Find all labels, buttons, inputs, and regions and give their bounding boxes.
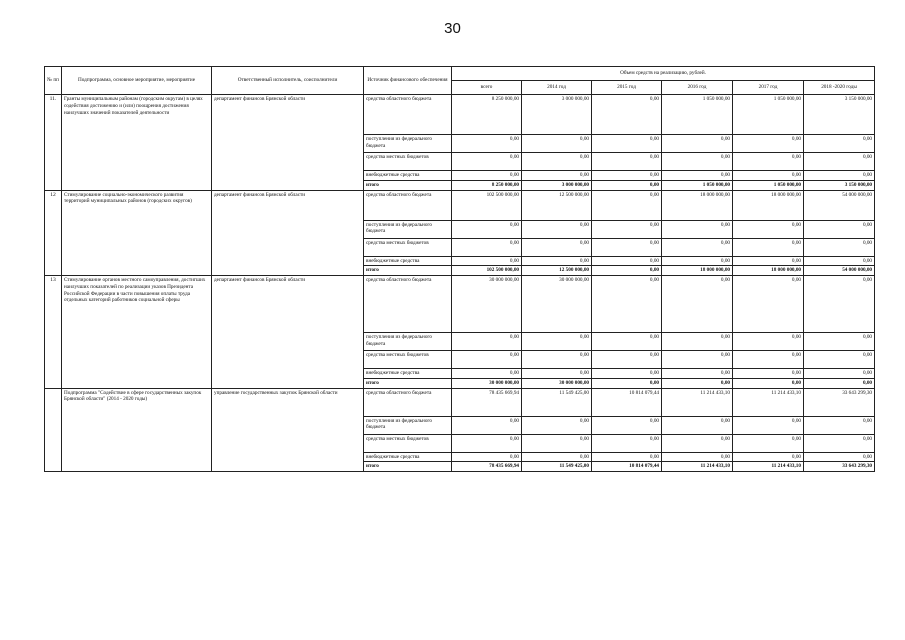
amount-cell: 0,00 <box>733 416 804 434</box>
page-number: 30 <box>444 20 461 37</box>
amount-cell: 0,00 <box>592 378 662 388</box>
header-year: 2015 год <box>592 81 662 95</box>
amount-cell: 0,00 <box>522 153 592 171</box>
amount-cell: 3 000 000,00 <box>522 95 592 135</box>
amount-cell: 0,00 <box>733 434 804 452</box>
amount-cell: 0,00 <box>592 95 662 135</box>
amount-cell: 12 500 000,00 <box>522 266 592 276</box>
header-year: всего <box>452 81 522 95</box>
row-number <box>45 388 62 472</box>
amount-cell: 0,00 <box>592 369 662 379</box>
funding-source: итого <box>364 462 452 472</box>
amount-cell: 11 214 433,10 <box>733 388 804 416</box>
amount-cell: 102 500 000,00 <box>452 190 522 220</box>
amount-cell: 18 000 000,00 <box>662 190 733 220</box>
funding-source: внебюджетные средства <box>364 452 452 462</box>
amount-cell: 30 000 000,00 <box>452 276 522 333</box>
amount-cell: 0,00 <box>592 153 662 171</box>
amount-cell: 0,00 <box>662 333 733 351</box>
amount-cell: 0,00 <box>592 220 662 238</box>
amount-cell: 0,00 <box>733 369 804 379</box>
amount-cell: 0,00 <box>733 452 804 462</box>
funding-source: средства областного бюджета <box>364 276 452 333</box>
amount-cell: 0,00 <box>804 434 875 452</box>
amount-cell: 78 435 669,94 <box>452 462 522 472</box>
amount-cell: 0,00 <box>662 434 733 452</box>
amount-cell: 0,00 <box>592 171 662 181</box>
funding-source: внебюджетные средства <box>364 256 452 266</box>
funding-source: итого <box>364 378 452 388</box>
amount-cell: 78 435 669,94 <box>452 388 522 416</box>
amount-cell: 0,00 <box>522 452 592 462</box>
budget-table <box>44 66 875 472</box>
program-name: Гранты муниципальным районам (городским округам) в целях содействия достижению и (или) поощрения достижения наилучших значений показателей деятельности <box>62 95 212 191</box>
amount-cell: 0,00 <box>522 238 592 256</box>
funding-source: поступления из федерального бюджета <box>364 135 452 153</box>
funding-source: поступления из федерального бюджета <box>364 220 452 238</box>
header-year: 2017 год <box>733 81 804 95</box>
executor-name: департамент финансов Брянской области <box>212 95 364 191</box>
amount-cell: 0,00 <box>662 153 733 171</box>
amount-cell: 0,00 <box>733 238 804 256</box>
amount-cell: 11 214 433,10 <box>662 462 733 472</box>
amount-cell: 0,00 <box>662 276 733 333</box>
amount-cell: 0,00 <box>452 351 522 369</box>
row-number: 13 <box>45 276 62 389</box>
amount-cell: 0,00 <box>733 378 804 388</box>
amount-cell: 10 814 079,44 <box>592 388 662 416</box>
amount-cell: 0,00 <box>452 416 522 434</box>
amount-cell: 0,00 <box>522 351 592 369</box>
amount-cell: 0,00 <box>522 369 592 379</box>
executor-name: управление государственных закупок Брянской области <box>212 388 364 472</box>
funding-source: средства местных бюджетов <box>364 351 452 369</box>
amount-cell: 0,00 <box>804 369 875 379</box>
amount-cell: 0,00 <box>804 416 875 434</box>
header-program: Подпрограмма, основное мероприятие, мероприятие <box>62 67 212 95</box>
amount-cell: 0,00 <box>804 333 875 351</box>
amount-cell: 0,00 <box>592 266 662 276</box>
amount-cell: 0,00 <box>452 135 522 153</box>
amount-cell: 0,00 <box>733 351 804 369</box>
amount-cell: 0,00 <box>592 416 662 434</box>
amount-cell: 0,00 <box>452 452 522 462</box>
funding-source: поступления из федерального бюджета <box>364 333 452 351</box>
amount-cell: 0,00 <box>804 171 875 181</box>
amount-cell: 30 000 000,00 <box>452 378 522 388</box>
amount-cell: 0,00 <box>733 276 804 333</box>
amount-cell: 0,00 <box>662 416 733 434</box>
funding-source: внебюджетные средства <box>364 369 452 379</box>
amount-cell: 1 050 000,00 <box>733 95 804 135</box>
amount-cell: 102 500 000,00 <box>452 266 522 276</box>
header-source: Источник финансового обеспечения <box>364 67 452 95</box>
amount-cell: 0,00 <box>452 369 522 379</box>
program-name: Подпрограмма "Содействие в сфере государственных закупок Брянской области" (2014 - 2020 годы) <box>62 388 212 472</box>
funding-source: средства местных бюджетов <box>364 238 452 256</box>
funding-source: поступления из федерального бюджета <box>364 416 452 434</box>
amount-cell: 11 214 433,10 <box>733 462 804 472</box>
amount-cell: 0,00 <box>662 378 733 388</box>
amount-cell: 11 549 425,00 <box>522 388 592 416</box>
row-number: 11. <box>45 95 62 191</box>
amount-cell: 3 000 000,00 <box>522 180 592 190</box>
amount-cell: 0,00 <box>452 434 522 452</box>
funding-source: итого <box>364 180 452 190</box>
funding-source: средства областного бюджета <box>364 190 452 220</box>
amount-cell: 54 000 000,00 <box>804 190 875 220</box>
amount-cell: 0,00 <box>804 378 875 388</box>
amount-cell: 0,00 <box>733 171 804 181</box>
amount-cell: 0,00 <box>592 351 662 369</box>
amount-cell: 0,00 <box>522 171 592 181</box>
table-row <box>45 190 875 220</box>
amount-cell: 0,00 <box>804 153 875 171</box>
row-number: 12 <box>45 190 62 276</box>
program-name: Стимулирование социально-экономического развития территорий муниципальных районов (городских округов) <box>62 190 212 276</box>
amount-cell: 0,00 <box>662 171 733 181</box>
amount-cell: 0,00 <box>733 153 804 171</box>
header-num: № пп <box>45 67 62 95</box>
amount-cell: 0,00 <box>522 220 592 238</box>
header-year: 2018 -2020 годы <box>804 81 875 95</box>
amount-cell: 0,00 <box>592 256 662 266</box>
amount-cell: 0,00 <box>804 220 875 238</box>
amount-cell: 0,00 <box>452 238 522 256</box>
funding-source: внебюджетные средства <box>364 171 452 181</box>
amount-cell: 0,00 <box>804 238 875 256</box>
funding-source: средства местных бюджетов <box>364 434 452 452</box>
amount-cell: 33 643 299,30 <box>804 388 875 416</box>
amount-cell: 0,00 <box>804 351 875 369</box>
amount-cell: 30 000 000,00 <box>522 276 592 333</box>
amount-cell: 11 549 425,00 <box>522 462 592 472</box>
funding-source: средства областного бюджета <box>364 388 452 416</box>
amount-cell: 0,00 <box>592 333 662 351</box>
amount-cell: 8 250 000,00 <box>452 180 522 190</box>
amount-cell: 0,00 <box>592 190 662 220</box>
header-year: 2016 год <box>662 81 733 95</box>
executor-name: департамент финансов Брянской области <box>212 190 364 276</box>
amount-cell: 0,00 <box>804 135 875 153</box>
amount-cell: 0,00 <box>452 153 522 171</box>
amount-cell: 0,00 <box>662 238 733 256</box>
amount-cell: 0,00 <box>733 256 804 266</box>
amount-cell: 0,00 <box>662 256 733 266</box>
amount-cell: 30 000 000,00 <box>522 378 592 388</box>
amount-cell: 0,00 <box>522 416 592 434</box>
amount-cell: 0,00 <box>592 434 662 452</box>
amount-cell: 3 150 000,00 <box>804 95 875 135</box>
amount-cell: 0,00 <box>733 135 804 153</box>
amount-cell: 1 050 000,00 <box>662 95 733 135</box>
amount-cell: 0,00 <box>662 369 733 379</box>
amount-cell: 54 000 000,00 <box>804 266 875 276</box>
header-volume: Объем средств на реализацию, рублей. <box>452 67 875 81</box>
amount-cell: 0,00 <box>592 452 662 462</box>
amount-cell: 11 214 433,10 <box>662 388 733 416</box>
amount-cell: 33 643 299,30 <box>804 462 875 472</box>
amount-cell: 0,00 <box>804 256 875 266</box>
amount-cell: 0,00 <box>522 333 592 351</box>
funding-source: средства областного бюджета <box>364 95 452 135</box>
amount-cell: 0,00 <box>733 220 804 238</box>
amount-cell: 0,00 <box>592 180 662 190</box>
amount-cell: 0,00 <box>452 256 522 266</box>
amount-cell: 18 000 000,00 <box>733 266 804 276</box>
amount-cell: 0,00 <box>522 256 592 266</box>
amount-cell: 1 050 000,00 <box>662 180 733 190</box>
table-row <box>45 388 875 416</box>
amount-cell: 10 814 079,44 <box>592 462 662 472</box>
amount-cell: 0,00 <box>522 434 592 452</box>
header-executor: Ответственный исполнитель, соисполнители <box>212 67 364 95</box>
amount-cell: 0,00 <box>662 351 733 369</box>
amount-cell: 3 150 000,00 <box>804 180 875 190</box>
amount-cell: 0,00 <box>662 220 733 238</box>
program-name: Стимулирование органов местного самоуправления, достигших наилучших показателей по реализации указов Президента Российской Федерации в части повышения оплаты труда отдельных категорий работников социальной сферы <box>62 276 212 389</box>
amount-cell: 1 050 000,00 <box>733 180 804 190</box>
amount-cell: 12 500 000,00 <box>522 190 592 220</box>
executor-name: департамент финансов Брянской области <box>212 276 364 389</box>
header-year: 2014 год <box>522 81 592 95</box>
amount-cell: 0,00 <box>452 171 522 181</box>
amount-cell: 0,00 <box>592 238 662 256</box>
amount-cell: 0,00 <box>592 276 662 333</box>
amount-cell: 0,00 <box>733 333 804 351</box>
funding-source: итого <box>364 266 452 276</box>
amount-cell: 0,00 <box>452 220 522 238</box>
funding-source: средства местных бюджетов <box>364 153 452 171</box>
amount-cell: 18 000 000,00 <box>733 190 804 220</box>
amount-cell: 8 250 000,00 <box>452 95 522 135</box>
amount-cell: 0,00 <box>522 135 592 153</box>
table-row <box>45 95 875 135</box>
amount-cell: 0,00 <box>662 452 733 462</box>
table-row <box>45 276 875 333</box>
amount-cell: 18 000 000,00 <box>662 266 733 276</box>
amount-cell: 0,00 <box>662 135 733 153</box>
amount-cell: 0,00 <box>804 452 875 462</box>
amount-cell: 0,00 <box>592 135 662 153</box>
amount-cell: 0,00 <box>452 333 522 351</box>
amount-cell: 0,00 <box>804 276 875 333</box>
